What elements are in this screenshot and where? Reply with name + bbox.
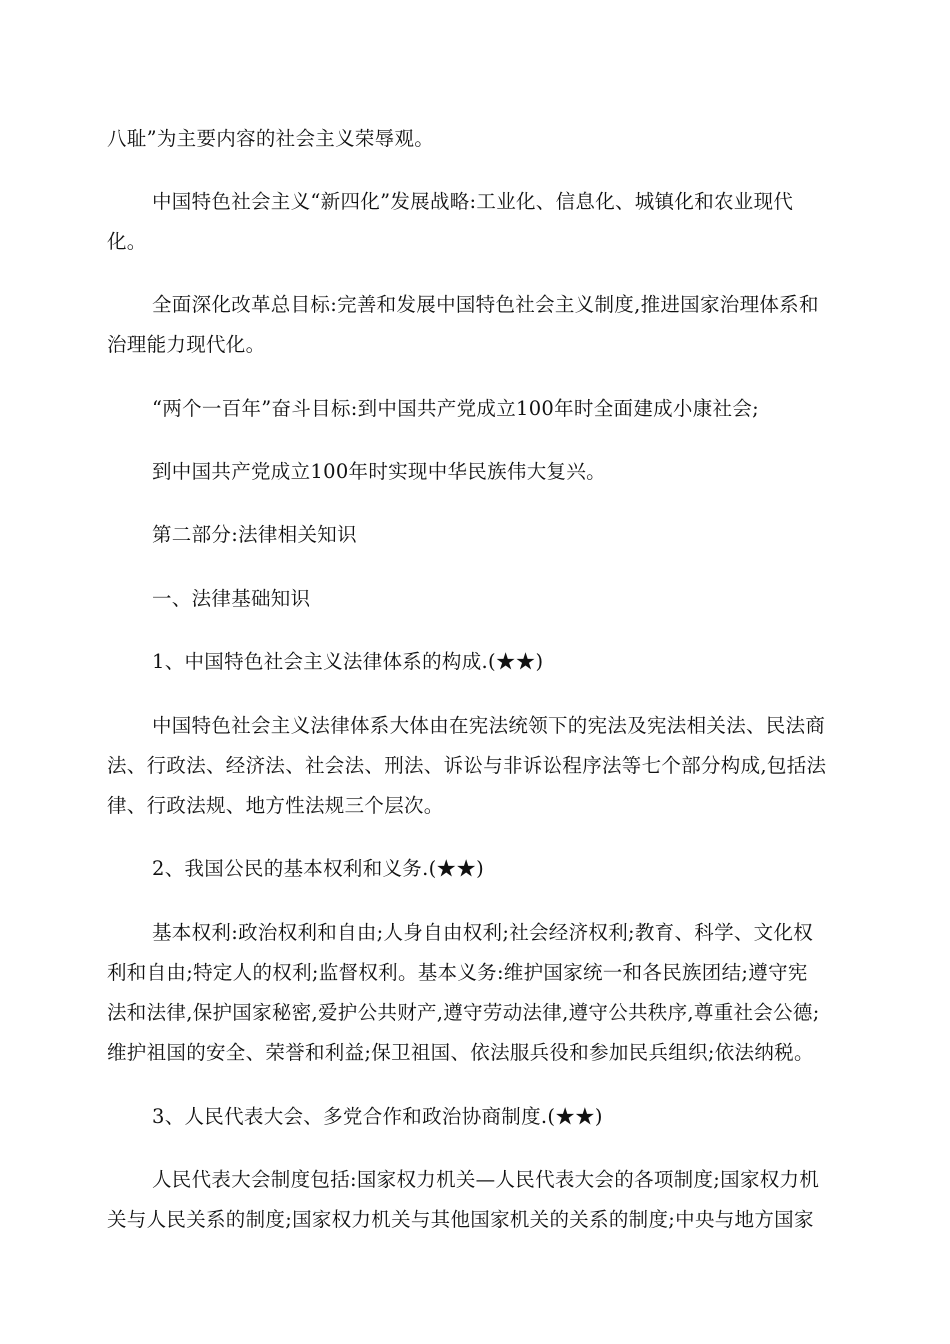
section-heading: 第二部分:法律相关知识 — [152, 523, 357, 546]
text-line: 维护祖国的安全、荣誉和利益;保卫祖国、依法服兵役和参加民兵组织;依法纳税。 — [107, 1041, 814, 1064]
text-line: “两个一百年”奋斗目标:到中国共产党成立100年时全面建成小康社会; — [152, 397, 759, 420]
text-line: 人民代表大会制度包括:国家权力机关—人民代表大会的各项制度;国家权力机 — [152, 1168, 820, 1191]
text-line: 法和法律,保护国家秘密,爱护公共财产,遵守劳动法律,遵守公共秩序,尊重社会公德; — [107, 1001, 820, 1024]
item-heading: 3、人民代表大会、多党合作和政治协商制度.(★★) — [152, 1105, 603, 1128]
item-heading: 1、中国特色社会主义法律体系的构成.(★★) — [152, 650, 544, 673]
text-line: 全面深化改革总目标:完善和发展中国特色社会主义制度,推进国家治理体系和 — [152, 293, 819, 316]
text-line: 关与人民关系的制度;国家权力机关与其他国家机关的关系的制度;中央与地方国家 — [107, 1208, 814, 1231]
text-line: 化。 — [107, 230, 147, 253]
text-line: 治理能力现代化。 — [107, 333, 266, 356]
text-line: 八耻”为主要内容的社会主义荣辱观。 — [107, 127, 435, 150]
subsection-heading: 一、法律基础知识 — [152, 587, 311, 610]
item-heading: 2、我国公民的基本权利和义务.(★★) — [152, 857, 485, 880]
text-line: 到中国共产党成立100年时实现中华民族伟大复兴。 — [152, 460, 606, 483]
text-line: 基本权利:政治权利和自由;人身自由权利;社会经济权利;教育、科学、文化权 — [152, 921, 814, 944]
text-line: 律、行政法规、地方性法规三个层次。 — [107, 794, 444, 817]
text-line: 中国特色社会主义法律体系大体由在宪法统领下的宪法及宪法相关法、民法商 — [152, 714, 826, 737]
text-line: 中国特色社会主义“新四化”发展战略:工业化、信息化、城镇化和农业现代 — [152, 190, 794, 213]
text-line: 利和自由;特定人的权利;监督权利。基本义务:维护国家统一和各民族团结;遵守宪 — [107, 961, 808, 984]
text-line: 法、行政法、经济法、社会法、刑法、诉讼与非诉讼程序法等七个部分构成,包括法 — [107, 754, 827, 777]
